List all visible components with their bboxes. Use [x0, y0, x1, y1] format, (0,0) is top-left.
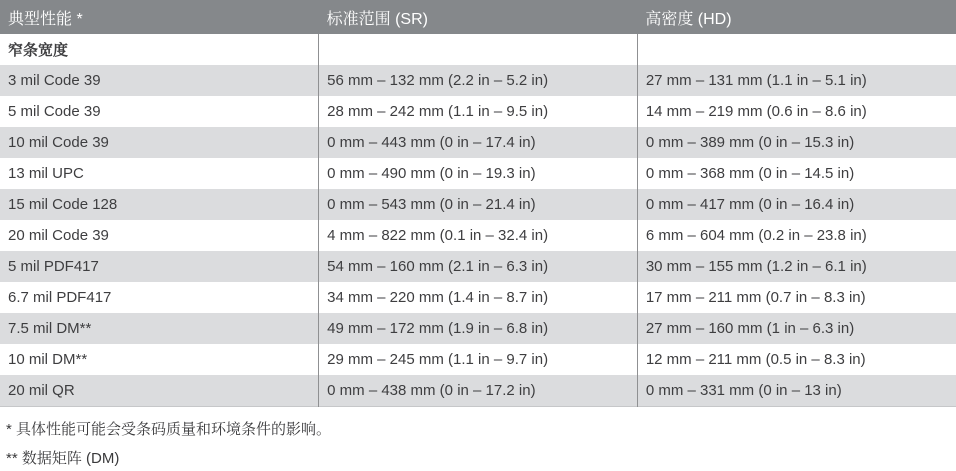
symbology-cell: 15 mil Code 128	[0, 189, 319, 220]
sr-range-cell: 34 mm – 220 mm (1.4 in – 8.7 in)	[319, 282, 638, 313]
table-row	[0, 313, 956, 344]
sr-range-cell: 0 mm – 543 mm (0 in – 21.4 in)	[319, 189, 638, 220]
symbology-cell: 20 mil Code 39	[0, 220, 319, 251]
table-row	[0, 65, 956, 96]
sr-range-cell: 28 mm – 242 mm (1.1 in – 9.5 in)	[319, 96, 638, 127]
column-header-high-density: 高密度 (HD)	[637, 0, 956, 34]
symbology-cell: 10 mil DM**	[0, 344, 319, 375]
symbology-cell: 10 mil Code 39	[0, 127, 319, 158]
symbology-cell: 3 mil Code 39	[0, 65, 319, 96]
symbology-cell: 5 mil PDF417	[0, 251, 319, 282]
sr-range-cell: 49 mm – 172 mm (1.9 in – 6.8 in)	[319, 313, 638, 344]
hd-range-cell: 17 mm – 211 mm (0.7 in – 8.3 in)	[637, 282, 956, 313]
hd-range-cell: 0 mm – 417 mm (0 in – 16.4 in)	[637, 189, 956, 220]
sr-range-cell: 4 mm – 822 mm (0.1 in – 32.4 in)	[319, 220, 638, 251]
symbology-cell: 7.5 mil DM**	[0, 313, 319, 344]
section-header-label: 窄条宽度	[0, 34, 319, 65]
symbology-cell: 13 mil UPC	[0, 158, 319, 189]
sr-range-cell: 54 mm – 160 mm (2.1 in – 6.3 in)	[319, 251, 638, 282]
sr-range-cell: 0 mm – 438 mm (0 in – 17.2 in)	[319, 375, 638, 407]
symbology-cell: 20 mil QR	[0, 375, 319, 407]
table-row	[0, 220, 956, 251]
hd-range-cell: 0 mm – 389 mm (0 in – 15.3 in)	[637, 127, 956, 158]
hd-range-cell: 0 mm – 331 mm (0 in – 13 in)	[637, 375, 956, 407]
column-header-typical-performance: 典型性能 *	[0, 0, 319, 34]
table-row	[0, 96, 956, 127]
hd-range-cell: 0 mm – 368 mm (0 in – 14.5 in)	[637, 158, 956, 189]
table-row	[0, 189, 956, 220]
symbology-cell: 6.7 mil PDF417	[0, 282, 319, 313]
sr-range-cell: 56 mm – 132 mm (2.2 in – 5.2 in)	[319, 65, 638, 96]
hd-range-cell: 12 mm – 211 mm (0.5 in – 8.3 in)	[637, 344, 956, 375]
symbology-cell: 5 mil Code 39	[0, 96, 319, 127]
footnote-data-matrix: ** 数据矩阵 (DM)	[6, 450, 120, 467]
sr-range-cell: 0 mm – 490 mm (0 in – 19.3 in)	[319, 158, 638, 189]
section-header-row	[0, 34, 956, 65]
hd-range-cell: 6 mm – 604 mm (0.2 in – 23.8 in)	[637, 220, 956, 251]
footnote-performance-disclaimer: * 具体性能可能会受条码质量和环境条件的影响。	[6, 421, 332, 438]
table-body	[0, 34, 956, 407]
column-header-standard-range: 标准范围 (SR)	[319, 0, 638, 34]
header-row	[0, 0, 956, 34]
sr-range-cell: 0 mm – 443 mm (0 in – 17.4 in)	[319, 127, 638, 158]
empty-cell	[319, 34, 638, 65]
hd-range-cell: 27 mm – 160 mm (1 in – 6.3 in)	[637, 313, 956, 344]
table-row	[0, 251, 956, 282]
hd-range-cell: 14 mm – 219 mm (0.6 in – 8.6 in)	[637, 96, 956, 127]
table-row	[0, 375, 956, 407]
hd-range-cell: 27 mm – 131 mm (1.1 in – 5.1 in)	[637, 65, 956, 96]
empty-cell	[637, 34, 956, 65]
sr-range-cell: 29 mm – 245 mm (1.1 in – 9.7 in)	[319, 344, 638, 375]
hd-range-cell: 30 mm – 155 mm (1.2 in – 6.1 in)	[637, 251, 956, 282]
footnotes	[0, 407, 956, 471]
table-row	[0, 158, 956, 189]
table-header	[0, 0, 956, 34]
table-row	[0, 282, 956, 313]
table-row	[0, 344, 956, 375]
table-row	[0, 127, 956, 158]
